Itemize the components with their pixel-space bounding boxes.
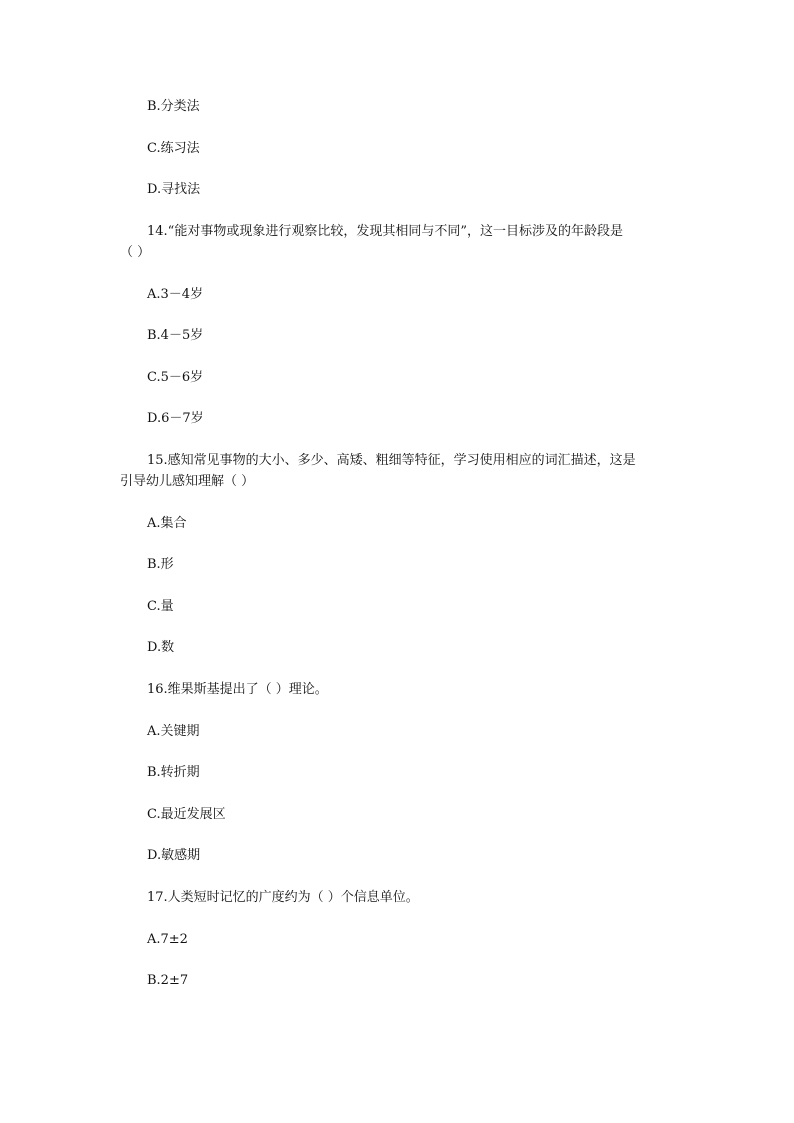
option-16-c: C.最近发展区 bbox=[147, 807, 226, 822]
option-14-b: B.4－5岁 bbox=[147, 328, 204, 343]
option-15-d: D.数 bbox=[147, 640, 175, 655]
option-14-a: A.3－4岁 bbox=[147, 287, 204, 302]
option-15-c: C.量 bbox=[147, 599, 174, 614]
question-14-text: 14.“能对事物或现象进行观察比较，发现其相同与不同”，这一目标涉及的年龄段是 bbox=[147, 224, 623, 239]
option-prev-d: D.寻找法 bbox=[147, 182, 201, 197]
option-14-c: C.5－6岁 bbox=[147, 370, 204, 385]
option-16-d: D.敏感期 bbox=[147, 848, 201, 863]
question-15-text-cont: 引导幼儿感知理解（ ） bbox=[120, 474, 255, 489]
option-17-b: B.2±7 bbox=[147, 973, 189, 988]
question-14-text-cont: （ ） bbox=[120, 245, 151, 260]
question-17-text: 17.人类短时记忆的广度约为（ ）个信息单位。 bbox=[147, 890, 419, 905]
option-prev-b: B.分类法 bbox=[147, 99, 200, 114]
option-14-d: D.6－7岁 bbox=[147, 411, 204, 426]
option-15-b: B.形 bbox=[147, 557, 174, 572]
option-17-a: A.7±2 bbox=[147, 932, 188, 947]
option-16-a: A.关键期 bbox=[147, 724, 200, 739]
question-15-text: 15.感知常见事物的大小、多少、高矮、粗细等特征，学习使用相应的词汇描述，这是 bbox=[147, 453, 636, 468]
option-prev-c: C.练习法 bbox=[147, 141, 200, 156]
option-15-a: A.集合 bbox=[147, 516, 187, 531]
option-16-b: B.转折期 bbox=[147, 765, 200, 780]
question-16-text: 16.维果斯基提出了（ ）理论。 bbox=[147, 682, 328, 697]
